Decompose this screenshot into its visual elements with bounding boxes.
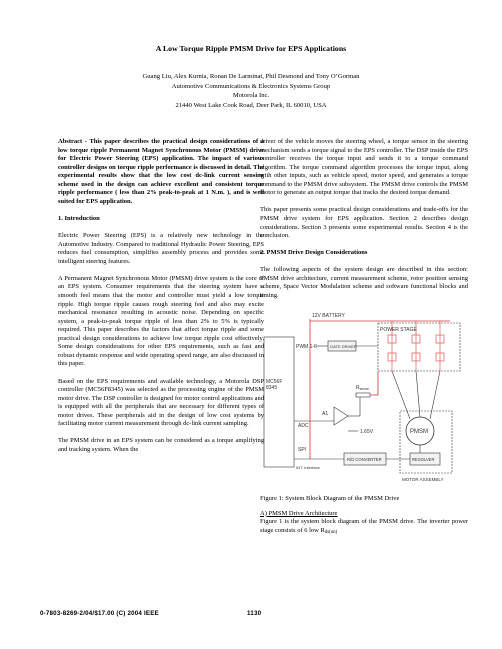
footer-copyright: 0-7803-8269-2/04/$17.00 (C) 2004 IEEE [40, 610, 159, 617]
right-column [260, 138, 468, 546]
interface-label: INT. Interface [296, 465, 320, 471]
footer-page-number: 1130 [247, 610, 262, 617]
gate-driver-label: GATE DRIVER [330, 344, 357, 350]
paragraph: Based on the EPS requirements and available technology, a Motorola DSP controller (MC56F8345) was selected as the processing engine of the PMSM motor drive. The DSP controller is designed for motor control applications and is equipped with all the peripherals that are necessary for different types of motor drives. These peripherals aid in the design of low cost systems by facilitating motor current measurement through dc-link current sampling. [58, 377, 264, 428]
motor-assembly-label: MOTOR ASSEMBLY [402, 477, 444, 483]
paragraph: Figure 1 is the system block diagram of the PMSM drive. The inverter power stage consists of 6 low $R_{ds(on)}$ [260, 518, 468, 535]
power-stage-label: POWER STAGE [380, 327, 417, 334]
paragraph: The PMSM drive in an EPS system can be considered as a torque amplifying and tracking system. When the [58, 437, 264, 453]
dsp-box [264, 337, 294, 467]
gain-label: 1.65V [360, 429, 374, 436]
paragraph: Electric Power Steering (EPS) is a relatively new technology in the Automotive Industry. Compared to traditional Hydraulic Power Steering, EPS reduces fuel consumption, simplifies assembly process and provides some intelligent steering features. [58, 232, 264, 265]
phase-wires [392, 371, 440, 419]
opamp-label: A1 [322, 411, 329, 418]
affiliation-company: Motorola Inc. [232, 92, 270, 100]
section-heading-design: 2. PMSM Drive Design Considerations [260, 249, 368, 257]
paragraph: driver of the vehicle moves the steering wheel, a torque sensor in the steering mechanism sends a torque signal to the EPS controller. The DSP inside the EPS controller receives the torque input and sends it to a torque command algorithm. The torque command algorithm processes the torque input, along with other inputs, such as vehicle speed, motor speed, and generates a torque command to the PMSM drive subsystem. The PMSM drive controls the PMSM motor to generate an output torque that tracks the desired torque demand. [260, 138, 468, 197]
dsp-label-1: MC56F [266, 379, 283, 386]
opamp-triangle [334, 407, 348, 425]
section-heading-introduction: 1. Introduction [58, 214, 100, 222]
affiliation-address: 21440 West Lake Cook Road, Deer Park, IL 60010, USA [175, 101, 327, 109]
paragraph: A Permanent Magnet Synchronous Motor (PMSM) drive system is the core of an EPS system. Consumer requirements that the steering system have a smooth feel means that the motor and controller must yield a low torque ripple. High torque ripple causes rough steering feel and also may excite mechanical resonance resulting in acoustic noise. Depending on specific system, a peak-to-peak torque ripple of less than 2% to 5% is typically required. This paper describes the factors that affect torque ripple and some practical design considerations to achieve low torque ripple cost effectively. Some design considerations for other EPS requirements, such as fast and robust dynamic response and wide operating speed range, are also discussed in this paper. [58, 274, 264, 368]
battery-label: 12V BATTERY [312, 313, 345, 320]
paragraph: The following aspects of the system design are described in this section: PMSM drive architecture, current measurement scheme, rotor position sensing scheme, Space Vector Modulation scheme and software functional blocks and timing. [260, 266, 468, 299]
spi-label: SPI [298, 447, 307, 454]
paper-title: A Low Torque Ripple PMSM Drive for EPS Applications [155, 44, 347, 53]
figure-caption: Figure 1: System Block Diagram of the PMSM Drive [260, 495, 400, 503]
abstract: Abstract - This paper describes the practical design considerations of a low torque ripple Permanent Magnet Synchronous Motor (PMSM) drive for Electric Power Steering (EPS) application. The impact of various controller designs on torque ripple performance is discussed in detail. The experimental results show that the low cost dc-link current sensing scheme used in the design can achieve excellent and consistent torque ripple performance ( less than 2% peak-to-peak at 1 N.m. ), and is well suited for EPS application. [58, 138, 264, 205]
author-block [0, 72, 502, 110]
pmsm-label: PMSM [410, 429, 428, 436]
affiliation-group: Automotive Communications & Electronics Systems Group [171, 82, 331, 90]
rsense-label: $R_{sense}$ [356, 385, 369, 392]
dsp-label-2: 8345 [266, 385, 278, 392]
left-column [58, 138, 264, 463]
paragraph: This paper presents some practical design considerations and trade-offs for the PMSM drive system for EPS application. Section 2 describes design considerations. Section 3 presents some experimental results. Section 4 is the conclusion. [260, 206, 468, 240]
resolver-label: RESOLVER [412, 457, 435, 463]
rsense-resistor [356, 393, 370, 397]
adc-label: ADC [298, 423, 309, 430]
rd-converter-label: R/D CONVERTER [347, 457, 382, 463]
author-names: Guang Liu, Alex Kurnia, Ronan De Larminat, Phil Desmond and Tony O’Gorman [142, 73, 360, 80]
subsection-heading-architecture: A) PMSM Drive Architecture [260, 509, 338, 517]
pwm-label: PWM 1-6 [296, 344, 317, 351]
figure-system-block-diagram [260, 309, 468, 491]
